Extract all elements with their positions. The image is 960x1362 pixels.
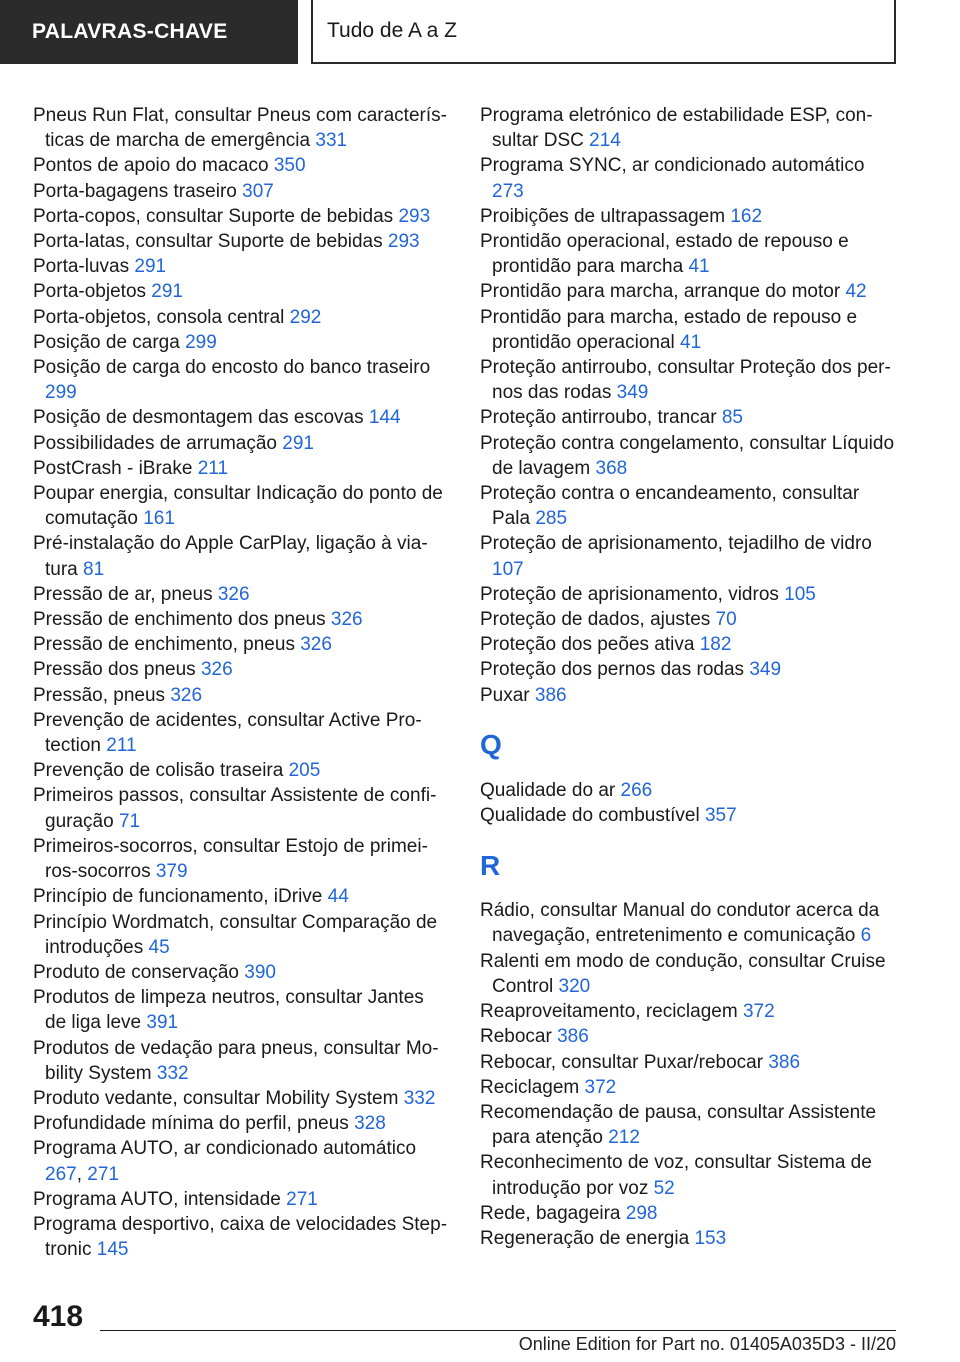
index-entry [33,1212,448,1262]
index-entry [33,657,448,682]
index-group-r [480,898,895,1251]
index-entry-text: Posição de carga do encosto do banco traseiro [33,357,431,379]
index-entry [33,884,448,909]
page-link[interactable]: 6 [860,925,872,947]
page-link[interactable]: 391 [146,1012,179,1034]
index-entry [33,783,448,833]
page-link[interactable]: 326 [330,609,363,631]
subsection-tab-label: Tudo de A a Z [327,19,457,42]
index-entry-text: Pressão de ar, pneus [33,583,213,605]
index-entry [33,607,448,632]
page-link[interactable]: 145 [96,1239,129,1261]
index-entry-text: Porta-objetos [33,281,147,303]
index-entry-text: Princípio Wordmatch, consultar Comparação de introduções [33,911,438,958]
page-link[interactable]: 271 [286,1188,318,1210]
index-entry [33,481,448,531]
index-entry [33,179,448,204]
index-entry-text: Profundidade mínima do perfil, pneus [33,1113,349,1135]
index-entry [33,279,448,304]
page-link[interactable]: 211 [106,735,137,757]
page-link[interactable]: 307 [242,180,274,202]
index-entry-text: Porta-latas, consultar Suporte de bebidas [33,231,383,253]
index-group-q [480,778,895,828]
index-entry-text: Qualidade do ar [480,779,616,801]
index-entry [480,355,895,405]
section-tab[interactable] [0,0,298,64]
index-entry [480,949,895,999]
page-link[interactable]: 162 [730,205,763,227]
index-entry-text: Programa SYNC, ar condicionado automático [480,155,865,177]
index-entry-text: Prontidão operacional, estado de repouso e prontidão para marcha [480,231,849,278]
index-entry [480,607,895,632]
index-entry-text: Rebocar, consultar Puxar/rebocar [480,1051,764,1073]
index-entry [33,985,448,1035]
index-entry-text: Pontos de apoio do macaco [33,155,269,177]
index-entry-text: Proteção de aprisionamento, tejadilho de vidro [480,533,872,555]
index-entry-text: Regeneração de energia [480,1227,690,1249]
page-link[interactable]: 379 [155,861,188,883]
index-entry [480,803,895,828]
index-entry [480,481,895,531]
index-group-p [480,103,895,708]
index-entry-text: Porta-luvas [33,256,130,278]
index-entry-text: Programa eletrónico de estabilidade ESP, consultar DSC [480,105,873,152]
page-link[interactable]: 105 [784,583,816,605]
index-entry-text: Rebocar [480,1026,552,1048]
index-entry-text: Pressão dos pneus [33,659,196,681]
page-link[interactable]: 291 [282,432,314,454]
index-entry [480,898,895,948]
index-entry [480,683,895,708]
index-entry [33,456,448,481]
index-entry-text: Programa AUTO, ar condicionado automático [33,1138,417,1160]
index-entry-text: Proteção dos pernos das rodas [480,659,745,681]
page-link[interactable]: 45 [148,936,170,958]
page-link[interactable]: 214 [589,130,621,152]
index-entry-text: Proteção contra congelamento, consultar Líquido de lavagem [480,432,895,479]
index-entry-text: Prontidão para marcha, arranque do motor [480,281,841,303]
index-entry [480,1075,895,1100]
page-link[interactable]: 41 [688,256,710,278]
page-link[interactable]: 71 [118,810,141,832]
index-entry [480,305,895,355]
index-entry-text: Prevenção de acidentes, consultar Active Protection [33,709,422,757]
index-entry [33,683,448,708]
index-entry-text: Pneus Run Flat, consultar Pneus com características de marcha de emergência [33,105,447,152]
index-entry-text: Rede, bagageira [480,1202,621,1224]
index-entry-text: Prevenção de colisão traseira [33,760,284,782]
index-entry-text: Pressão de enchimento, pneus [33,634,295,656]
index-letter-q: Q [480,729,502,761]
index-entry [480,279,895,304]
index-entry-text: Poupar energia, consultar Indicação do ponto de comutação [33,483,443,530]
index-entry [33,1187,448,1212]
index-entry-text: Porta-bagagens traseiro [33,180,237,202]
index-entry-text: Possibilidades de arrumação [33,432,277,454]
page-link[interactable]: 332 [156,1062,189,1084]
index-column-right [480,103,895,1251]
index-entry-text: Produtos de limpeza neutros, consultar Jantes de liga leve [33,987,424,1034]
page-link[interactable]: 386 [534,684,567,706]
index-entry [33,582,448,607]
index-entry-text: Proteção de dados, ajustes [480,609,711,631]
page-link[interactable]: 70 [715,609,737,631]
page-link[interactable]: 320 [558,975,591,997]
index-entry-text: Posição de desmontagem das escovas [33,407,364,429]
footer-edition: Online Edition for Part no. 01405A035D3 - II/20 [518,1334,896,1354]
index-entry [33,405,448,430]
index-entry [480,1100,895,1150]
footer-divider [100,1330,896,1331]
index-entry-text: Proteção contra o encandeamento, consultar Pala [480,483,860,530]
page-link[interactable]: 42 [845,281,867,303]
page-link[interactable]: 386 [557,1026,589,1048]
page-link[interactable]: 349 [616,382,649,404]
index-entry [33,1111,448,1136]
page-link[interactable]: 390 [244,961,276,983]
page-link[interactable]: 298 [625,1202,658,1224]
page-link[interactable]: 293 [387,231,420,253]
index-entry-text: Programa AUTO, intensidade [33,1188,281,1210]
page-link[interactable]: 299 [45,382,77,404]
index-entry [480,1226,895,1251]
page-link[interactable]: 291 [151,281,183,303]
page-link[interactable]: 153 [694,1227,727,1249]
index-entry [480,103,895,153]
index-entry [33,708,448,758]
page-link[interactable]: 332 [403,1087,436,1109]
index-entry-text: Produto de conservação [33,961,239,983]
page-link[interactable]: 182 [699,634,732,656]
page-link[interactable]: 331 [315,130,348,152]
page-link[interactable]: 291 [134,256,167,278]
index-entry: Programa AUTO, ar condicionado automático 267, 271 [33,1138,417,1185]
index-column-left [33,103,448,1262]
page-link[interactable]: 326 [170,684,203,706]
page-link[interactable]: 273 [492,180,524,202]
page-link[interactable]: 326 [200,659,233,681]
page-link[interactable]: 357 [704,805,737,827]
index-entry-text: Proteção antirroubo, consultar Proteção dos pernos das rodas [480,357,891,404]
index-entry-text: Qualidade do combustível [480,805,700,827]
index-entry-text: Ralenti em modo de condução, consultar Cruise Control [480,950,886,997]
page-link[interactable]: 293 [398,205,431,227]
index-entry-text: Pressão de enchimento dos pneus [33,609,326,631]
index-entry [33,204,448,229]
page-link[interactable]: 267 [45,1163,77,1185]
index-entry [480,1024,895,1049]
index-entry [480,657,895,682]
page-link[interactable]: 144 [368,407,401,429]
index-entry-text: Posição de carga [33,331,180,353]
index-entry-text: Recomendação de pausa, consultar Assistente para atenção [480,1101,877,1149]
page-link[interactable]: 205 [288,760,321,782]
page-link[interactable]: 349 [749,659,782,681]
index-entry [480,229,895,279]
index-entry [33,1086,448,1111]
index-entry [480,153,895,203]
index-entry-text: Proteção dos peões ativa [480,634,695,656]
index-entry [33,330,448,355]
page-link[interactable]: 368 [595,457,628,479]
page-link[interactable]: 292 [289,306,322,328]
page-number: 418 [33,1300,84,1333]
index-entry-text: Produto vedante, consultar Mobility System [33,1087,399,1109]
index-entry [33,431,448,456]
index-entry [33,1036,448,1086]
page-link[interactable]: 211 [197,457,229,479]
page-link[interactable]: 350 [273,155,306,177]
page-link[interactable]: 326 [300,634,332,656]
index-entry-text: Pré-instalação do Apple CarPlay, ligação à viatura [33,533,428,580]
index-entry [480,999,895,1024]
index-entry [33,834,448,884]
index-entry [480,582,895,607]
index-entry [480,531,895,581]
index-entry [33,254,448,279]
index-entry [33,153,448,178]
index-entry-text: Porta-copos, consultar Suporte de bebidas [33,205,394,227]
index-entry-text: Porta-objetos, consola central [33,306,285,328]
page-link[interactable]: 81 [83,558,105,580]
page-link[interactable]: 41 [680,331,702,353]
index-entry [33,355,448,405]
index-entry [480,1050,895,1075]
index-entry [480,632,895,657]
index-entry-text: Proteção antirroubo, trancar [480,407,717,429]
index-entry [33,758,448,783]
page-link[interactable]: 299 [185,331,217,353]
page-link[interactable]: 85 [721,407,743,429]
index-entry [480,1201,895,1226]
index-entry-text: PostCrash - iBrake [33,457,193,479]
page-link[interactable]: 372 [584,1076,617,1098]
page-link[interactable]: 44 [327,886,349,908]
index-entry-text: Princípio de funcionamento, iDrive [33,886,323,908]
page-link[interactable]: 271 [87,1163,119,1185]
index-entry-text: Reconhecimento de voz, consultar Sistema de introdução por voz [480,1152,872,1199]
index-entry [33,632,448,657]
page-link[interactable]: 326 [217,583,250,605]
index-entry-text: Produtos de vedação para pneus, consultar Mobility System [33,1037,439,1084]
index-entry-text: Reaproveitamento, reciclagem [480,1001,738,1023]
index-entry-text: Primeiros passos, consultar Assistente de configuração [33,785,437,832]
page-link[interactable]: 212 [608,1127,640,1149]
index-entry-text: Programa desportivo, caixa de velocidades Steptronic [33,1213,448,1261]
index-entry [33,103,448,153]
index-entry-text: Puxar [480,684,530,706]
index-entry-text: Primeiros-socorros, consultar Estojo de primeiros-socorros [33,835,428,883]
index-letter-r: R [480,849,501,881]
page-link[interactable]: 328 [354,1113,386,1135]
index-entry [480,204,895,229]
index-entry [33,305,448,330]
index-entry-text: Prontidão para marcha, estado de repouso e prontidão operacional [480,306,858,353]
index-entry [480,405,895,430]
index-entry-text: Proibições de ultrapassagem [480,205,726,227]
index-entry [33,910,448,960]
page-link[interactable]: 161 [143,508,175,530]
subsection-tab[interactable] [311,0,896,64]
page-link[interactable]: 386 [768,1051,801,1073]
index-entry [480,778,895,803]
index-entry-text: Proteção de aprisionamento, vidros [480,583,779,605]
index-entry [33,960,448,985]
page-link[interactable]: 107 [492,558,524,580]
index-entry-text: Rádio, consultar Manual do condutor acerca da navegação, entretenimento e comunicação [480,900,880,947]
page-link[interactable]: 372 [742,1001,775,1023]
index-entry [480,431,895,481]
section-tab-label: PALAVRAS-CHAVE [32,20,228,43]
index-entry [33,531,448,581]
page-link[interactable]: 52 [653,1177,675,1199]
index-entry [33,229,448,254]
page-link[interactable]: 285 [535,508,568,530]
index-entry-text: Pressão, pneus [33,684,166,706]
index-entry-text: Reciclagem [480,1076,580,1098]
page-link[interactable]: 266 [620,779,653,801]
index-entry [480,1150,895,1200]
